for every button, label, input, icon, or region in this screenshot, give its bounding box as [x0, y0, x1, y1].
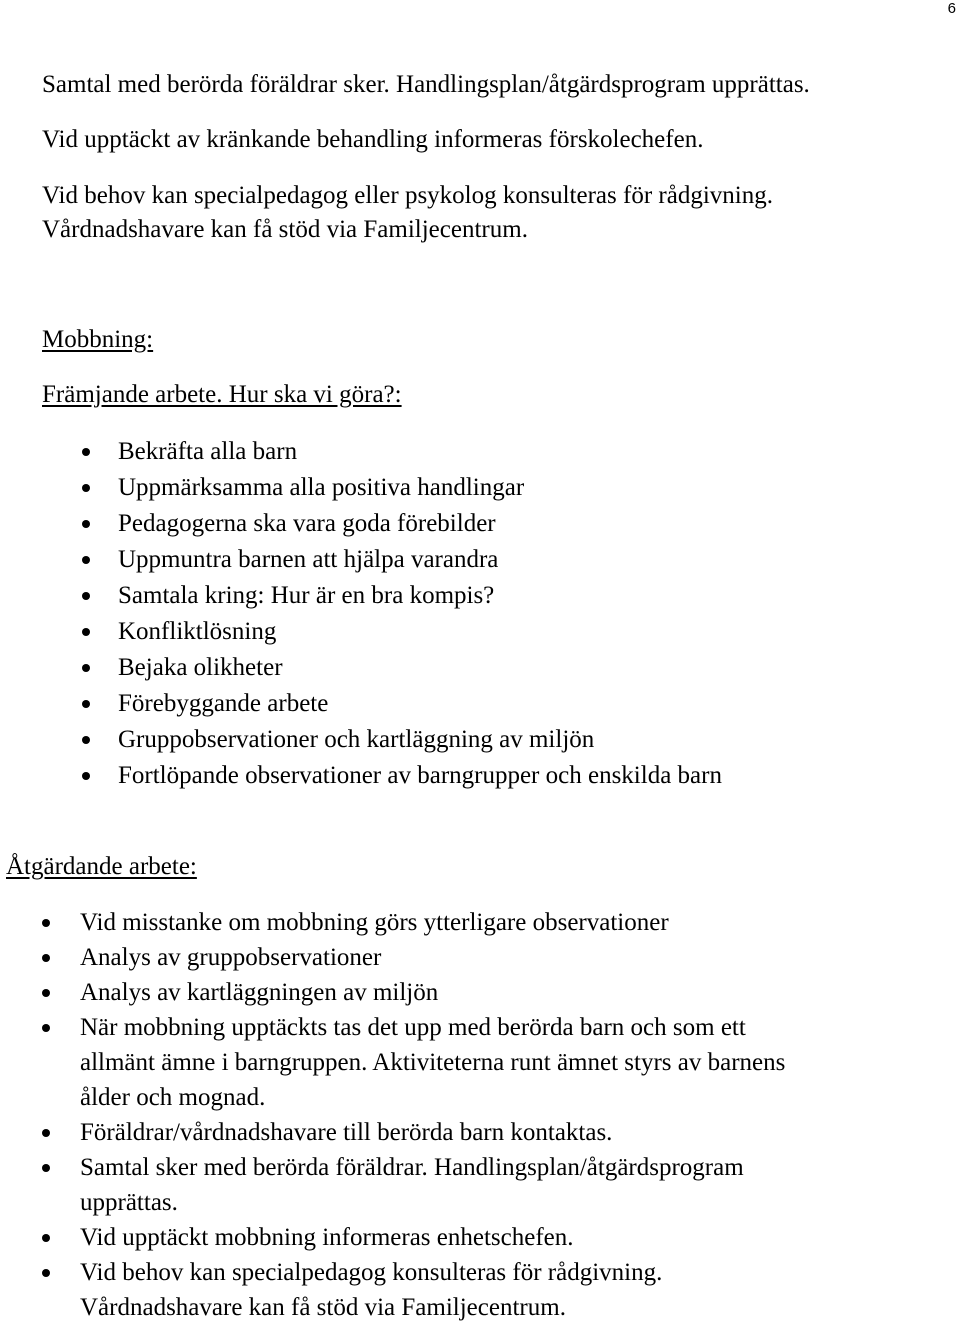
intro-line-3: Vid behov kan specialpedagog eller psykolog konsulteras för rådgivning. — [42, 182, 773, 209]
intro-line-2: Vid upptäckt av kränkande behandling informeras förskolechefen. — [42, 126, 704, 153]
list-item: Uppmuntra barnen att hjälpa varandra — [118, 542, 722, 578]
list-item: Samtala kring: Hur är en bra kompis? — [118, 578, 722, 614]
bullet-icon — [82, 448, 90, 456]
bullet-icon — [82, 628, 90, 636]
list-item: Samtal sker med berörda föräldrar. Handlingsplan/åtgärdsprogram upprättas. — [80, 1150, 785, 1220]
subheading-framjande-arbete: Främjande arbete. Hur ska vi göra?: — [42, 381, 402, 408]
list-item: Vid behov kan specialpedagog konsulteras för rådgivning. Vårdnadshavare kan få stöd via Familjecentrum. — [80, 1255, 785, 1325]
list-item: Vid misstanke om mobbning görs ytterligare observationer — [80, 905, 785, 940]
list-item: Analys av kartläggningen av miljön — [80, 975, 785, 1010]
list-item: Konfliktlösning — [118, 614, 722, 650]
list-item: Vid upptäckt mobbning informeras enhetschefen. — [80, 1220, 785, 1255]
list-item: Bejaka olikheter — [118, 650, 722, 686]
list-item: Förebyggande arbete — [118, 686, 722, 722]
atgardande-list — [80, 905, 785, 1325]
bullet-icon — [42, 1234, 50, 1242]
intro-line-1: Samtal med berörda föräldrar sker. Handlingsplan/åtgärdsprogram upprättas. — [42, 71, 810, 98]
list-item: Pedagogerna ska vara goda förebilder — [118, 506, 722, 542]
intro-line-4: Vårdnadshavare kan få stöd via Familjecentrum. — [42, 216, 528, 243]
bullet-icon — [42, 1164, 50, 1172]
bullet-icon — [42, 1024, 50, 1032]
section-heading-atgardande-arbete: Åtgärdande arbete: — [6, 853, 197, 880]
list-item: När mobbning upptäckts tas det upp med berörda barn och som ett allmänt ämne i barngruppen. Aktiviteterna runt ämnet styrs av barnens ålder och mognad. — [80, 1010, 785, 1115]
bullet-icon — [82, 484, 90, 492]
bullet-icon — [82, 592, 90, 600]
bullet-icon — [82, 736, 90, 744]
page-number: 6 — [947, 0, 956, 17]
bullet-icon — [42, 989, 50, 997]
bullet-icon — [42, 954, 50, 962]
list-item: Bekräfta alla barn — [118, 434, 722, 470]
bullet-icon — [42, 919, 50, 927]
bullet-icon — [42, 1269, 50, 1277]
bullet-icon — [42, 1129, 50, 1137]
framjande-list — [118, 434, 722, 794]
bullet-icon — [82, 772, 90, 780]
list-item: Fortlöpande observationer av barngrupper och enskilda barn — [118, 758, 722, 794]
list-item: Gruppobservationer och kartläggning av miljön — [118, 722, 722, 758]
list-item: Föräldrar/vårdnadshavare till berörda barn kontaktas. — [80, 1115, 785, 1150]
bullet-icon — [82, 664, 90, 672]
bullet-icon — [82, 700, 90, 708]
bullet-icon — [82, 520, 90, 528]
list-item: Uppmärksamma alla positiva handlingar — [118, 470, 722, 506]
list-item: Analys av gruppobservationer — [80, 940, 785, 975]
bullet-icon — [82, 556, 90, 564]
section-heading-mobbning: Mobbning: — [42, 326, 154, 353]
